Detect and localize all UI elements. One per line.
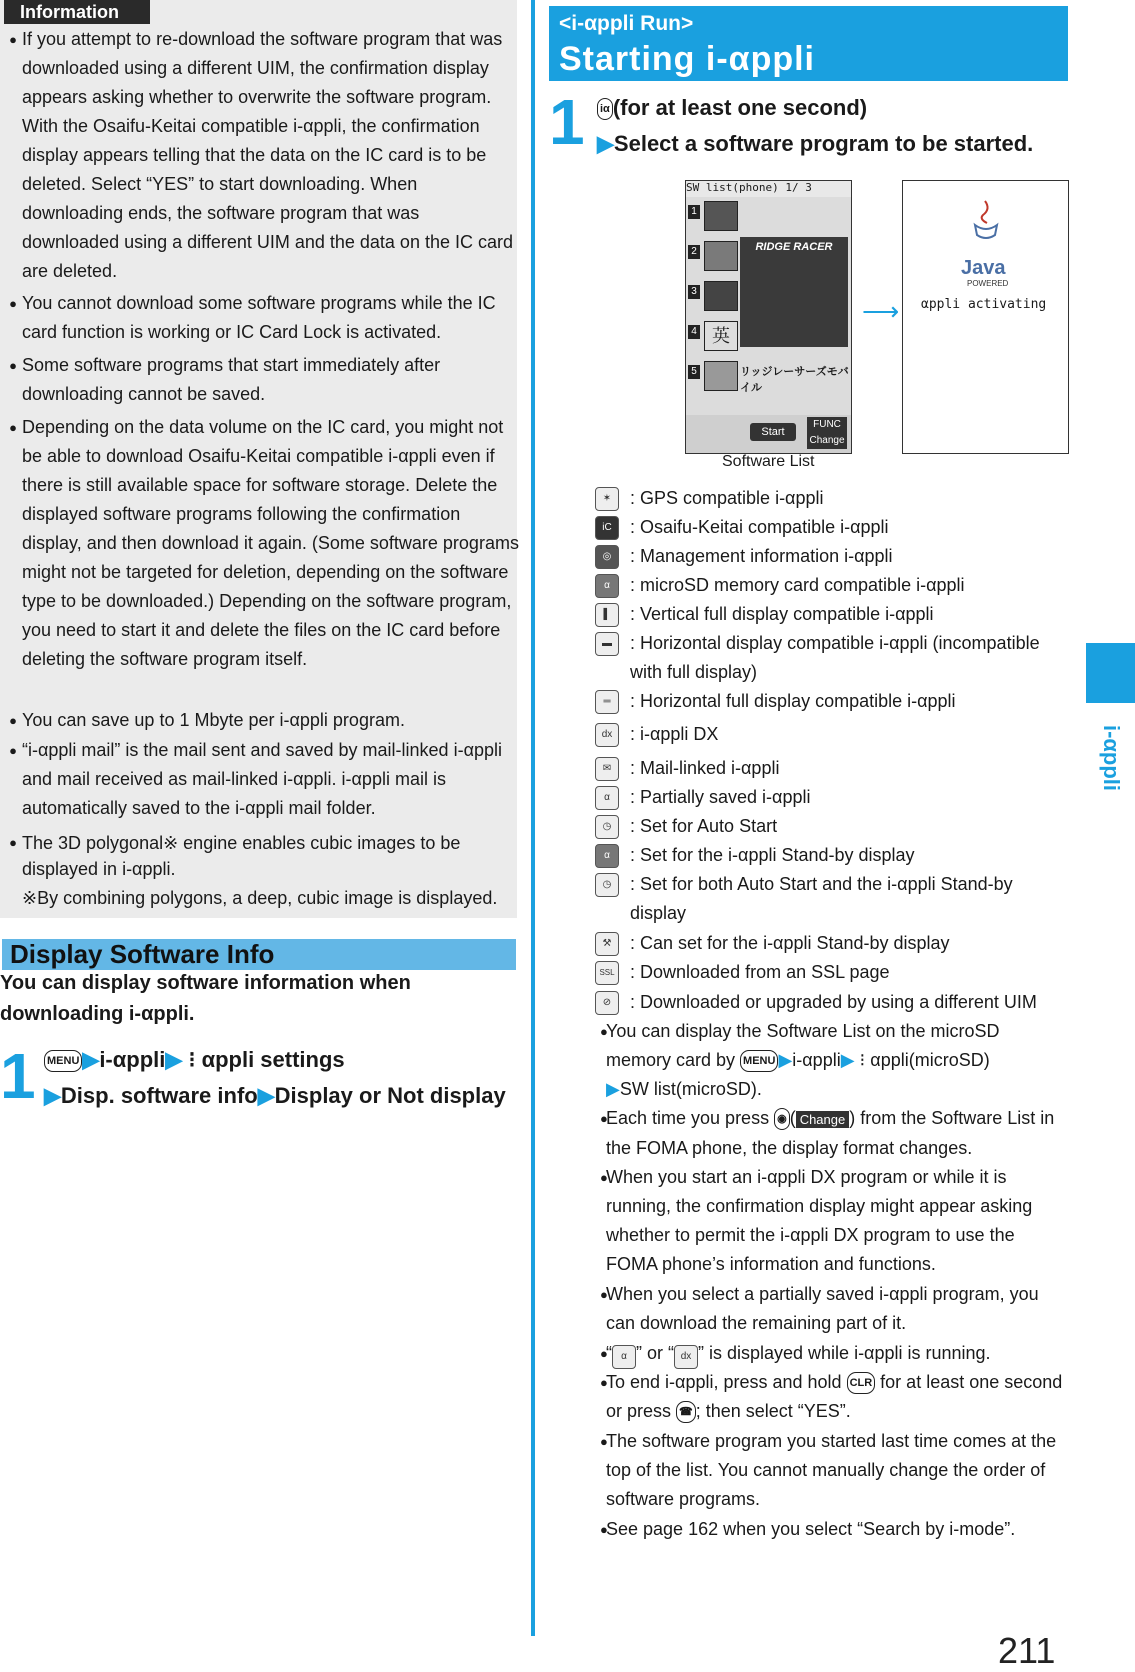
column-divider — [531, 0, 535, 1636]
step-appli-settings: αppli settings — [201, 1047, 345, 1072]
func-label: FUNC — [813, 419, 841, 430]
legend-different-uim: ⊘ : Downloaded or upgraded by using a different UIM — [595, 988, 1065, 1017]
note-end: ● To end i-αppli, press and hold CLR for at least one second or press ☎ ; then select “YES”. — [600, 1368, 1065, 1426]
info-item-5: ● You can save up to 1 Mbyte per i-αppli program. — [9, 710, 405, 730]
software-list-screen — [685, 180, 852, 454]
legend-horizontal-full: ═ : Horizontal full display compatible i-αppli — [595, 687, 1065, 716]
legend-mail-linked: ✉ : Mail-linked i-αppli — [595, 754, 1065, 783]
change-label: Change — [809, 435, 845, 446]
slot-3: 3 — [688, 285, 700, 299]
gps-icon: ✶ — [595, 487, 619, 511]
page-number: 211 — [998, 1630, 1056, 1671]
sw-thumb-2[interactable] — [704, 241, 738, 271]
run-step-line1: (for at least one second) — [612, 95, 868, 120]
step-disp-info: Disp. software info — [60, 1083, 258, 1108]
legend-management: ◎ : Management information i-αppli — [595, 542, 1065, 571]
legend-vertical: ▌ : Vertical full display compatible i-αppli — [595, 600, 1065, 629]
slot-2: 2 — [688, 245, 700, 259]
info-item-2: ● You cannot download some software programs while the IC card function is working or IC Card Lock is activated. — [9, 293, 496, 342]
partial-icon: α — [612, 1345, 636, 1369]
legend-auto-start: ◷ : Set for Auto Start — [595, 812, 1065, 841]
note-order: ● The software program you started last time comes at the top of the list. You cannot manually change the order of software programs. — [600, 1431, 1057, 1509]
sw-thumb-4[interactable]: 英 — [704, 321, 738, 351]
section-side-label: i-αppli — [1098, 724, 1124, 792]
legend-standby: α : Set for the i-αppli Stand-by display — [595, 841, 1065, 870]
different-uim-icon: ⊘ — [595, 991, 619, 1015]
note-dx: ● When you start an i-αppli DX program or while it is running, the confirmation display might appear asking whether to permit the i-αppli DX program to use the FOMA phone’s information and functions. — [600, 1167, 1033, 1274]
dx-icon: dx — [595, 723, 619, 747]
sw-thumb-1[interactable] — [704, 201, 738, 231]
menu-key-icon: MENU — [740, 1050, 778, 1072]
software-list-caption: Software List — [722, 453, 815, 470]
activating-text: αppli activating — [921, 297, 1047, 312]
auto-start-icon: ◷ — [595, 815, 619, 839]
display-software-info-header: Display Software Info — [2, 939, 516, 970]
settings-icon: ⁝ — [188, 1047, 196, 1072]
vertical-full-icon: ▌ — [595, 603, 619, 627]
camera-key-icon: ◉ — [774, 1108, 790, 1130]
menu-key-icon: MENU — [44, 1050, 82, 1072]
step-iappli: i-αppli — [99, 1047, 166, 1072]
note-change: ● Each time you press ◉ ( Change ) from the Software List in the FOMA phone, the display format changes. — [600, 1108, 1055, 1158]
run-step: iα (for at least one second) ▶Select a software program to be started. — [597, 95, 1034, 156]
legend-can-standby: ⚒ : Can set for the i-αppli Stand-by display — [595, 929, 1065, 958]
note-search: ● See page 162 when you select “Search by i-mode”. — [600, 1519, 1016, 1539]
legend-gps: ✶ : GPS compatible i-αppli — [595, 484, 1065, 513]
legend-horizontal: ▬ : Horizontal display compatible i-αppli (incompatible with full display) — [595, 629, 1065, 687]
legend-microsd: α : microSD memory card compatible i-αppli — [595, 571, 1065, 600]
info-item-7: ● The 3D polygonal※ engine enables cubic images to be displayed in i-αppli. — [9, 833, 461, 879]
horizontal-full-icon: ═ — [595, 690, 619, 714]
dx-icon: dx — [674, 1345, 698, 1369]
info-footnote: ※By combining polygons, a deep, cubic image is displayed. — [22, 888, 498, 908]
info-item-6: ● “i-αppli mail” is the mail sent and saved by mail-linked i-αppli and mail received as mail-linked i-αppli. i-αppli mail is automatically saved to the i-αppli mail folder. — [9, 740, 502, 818]
info-item-1: ● If you attempt to re-download the software program that was downloaded using a different UIM, the confirmation display appears asking whether to overwrite the software program. With the Osaifu-Keitai compatible i-αppli, the confirmation display appears telling that the data on the IC card is to be deleted. Select “YES” to start downloading. When downloading ends, the software program that was downloaded using a different UIM and the data on the IC card are deleted. — [9, 29, 513, 281]
note-running: ● “ α ” or “ dx ” is displayed while i-αppli is running. — [600, 1339, 1065, 1369]
run-step-line2: Select a software program to be started. — [613, 131, 1034, 156]
horizontal-icon: ▬ — [595, 632, 619, 656]
java-text: Java — [961, 257, 1006, 279]
java-logo — [961, 195, 1011, 255]
start-softkey[interactable]: Start — [750, 423, 796, 441]
ridge-racer-title: リッジレーサーズモバイル — [740, 366, 849, 394]
run-subtitle: <i-αppli Run> — [559, 12, 694, 35]
step-number: 1 — [0, 1040, 36, 1112]
legend-partial: α : Partially saved i-αppli — [595, 783, 1065, 812]
right-arrow-icon: ⟶ — [862, 296, 900, 326]
change-icon: Change — [796, 1111, 850, 1128]
end-key-icon: ☎ — [676, 1401, 696, 1423]
partial-icon: α — [595, 786, 619, 810]
info-item-4: ● Depending on the data volume on the IC card, you might not be able to download Osaifu-Keitai compatible i-αppli even if there is still available space for software storage. Delete the displayed software programs following the confirmation display, and then download it again. (Some software programs might not be targeted for deletion, depending on the software type to be downloaded.) Depending on the software program, you need to start it and delete the files on the IC card before deleting the software program itself. — [9, 417, 519, 669]
step-display-option: Display or Not display — [274, 1083, 506, 1108]
sw-thumb-3[interactable] — [704, 281, 738, 311]
sw-list-header: SW list(phone) 1/ 3 — [686, 181, 851, 197]
sw-thumb-5[interactable] — [704, 361, 738, 391]
info-item-3: ● Some software programs that start immediately after downloading cannot be saved. — [9, 355, 441, 404]
func-change-softkey[interactable] — [807, 417, 847, 449]
note-microsd: ● You can display the Software List on the microSD memory card by MENU ▶i-αppli▶ ⁝ αppli(microSD) ▶SW list(microSD). — [600, 1021, 1000, 1099]
management-icon: ◎ — [595, 545, 619, 569]
java-powered: POWERED — [967, 279, 1009, 288]
section-side-tab — [1086, 643, 1135, 703]
ssl-icon: SSL — [595, 961, 619, 985]
clr-key-icon: CLR — [847, 1372, 876, 1394]
run-title: Starting i-αppli — [559, 40, 815, 78]
iappli-key-icon: iα — [597, 98, 613, 120]
sw-list-footer — [686, 415, 851, 453]
auto-standby-icon: ◷ — [595, 873, 619, 897]
appli-activating-screen — [902, 180, 1069, 454]
microsd-icon: α — [595, 574, 619, 598]
information-tag: Information — [4, 0, 150, 24]
legend-auto-standby: ◷ : Set for both Auto Start and the i-αppli Stand-by display — [595, 870, 1065, 928]
legend-dx: dx : i-αppli DX — [595, 720, 1065, 749]
slot-5: 5 — [688, 365, 700, 379]
display-software-step: MENU ▶i-αppli▶ ⁝ αppli settings ▶Disp. software info▶Display or Not display — [44, 1047, 506, 1108]
ridge-racer-preview: RIDGE RACER — [740, 237, 848, 347]
ic-card-icon: iC — [595, 516, 619, 540]
legend-ssl: SSL : Downloaded from an SSL page — [595, 958, 1065, 987]
run-step-number: 1 — [549, 86, 585, 158]
slot-1: 1 — [688, 205, 700, 219]
mail-linked-icon: ✉ — [595, 757, 619, 781]
legend-ic-card: iC : Osaifu-Keitai compatible i-αppli — [595, 513, 1065, 542]
starting-iappli-header — [549, 6, 1068, 81]
slot-4: 4 — [688, 325, 700, 339]
note-partial: ● When you select a partially saved i-αppli program, you can download the remaining part of it. — [600, 1284, 1039, 1333]
standby-icon: α — [595, 844, 619, 868]
display-software-intro: You can display software information when downloading i-αppli. — [0, 972, 411, 1025]
can-standby-icon: ⚒ — [595, 932, 619, 956]
